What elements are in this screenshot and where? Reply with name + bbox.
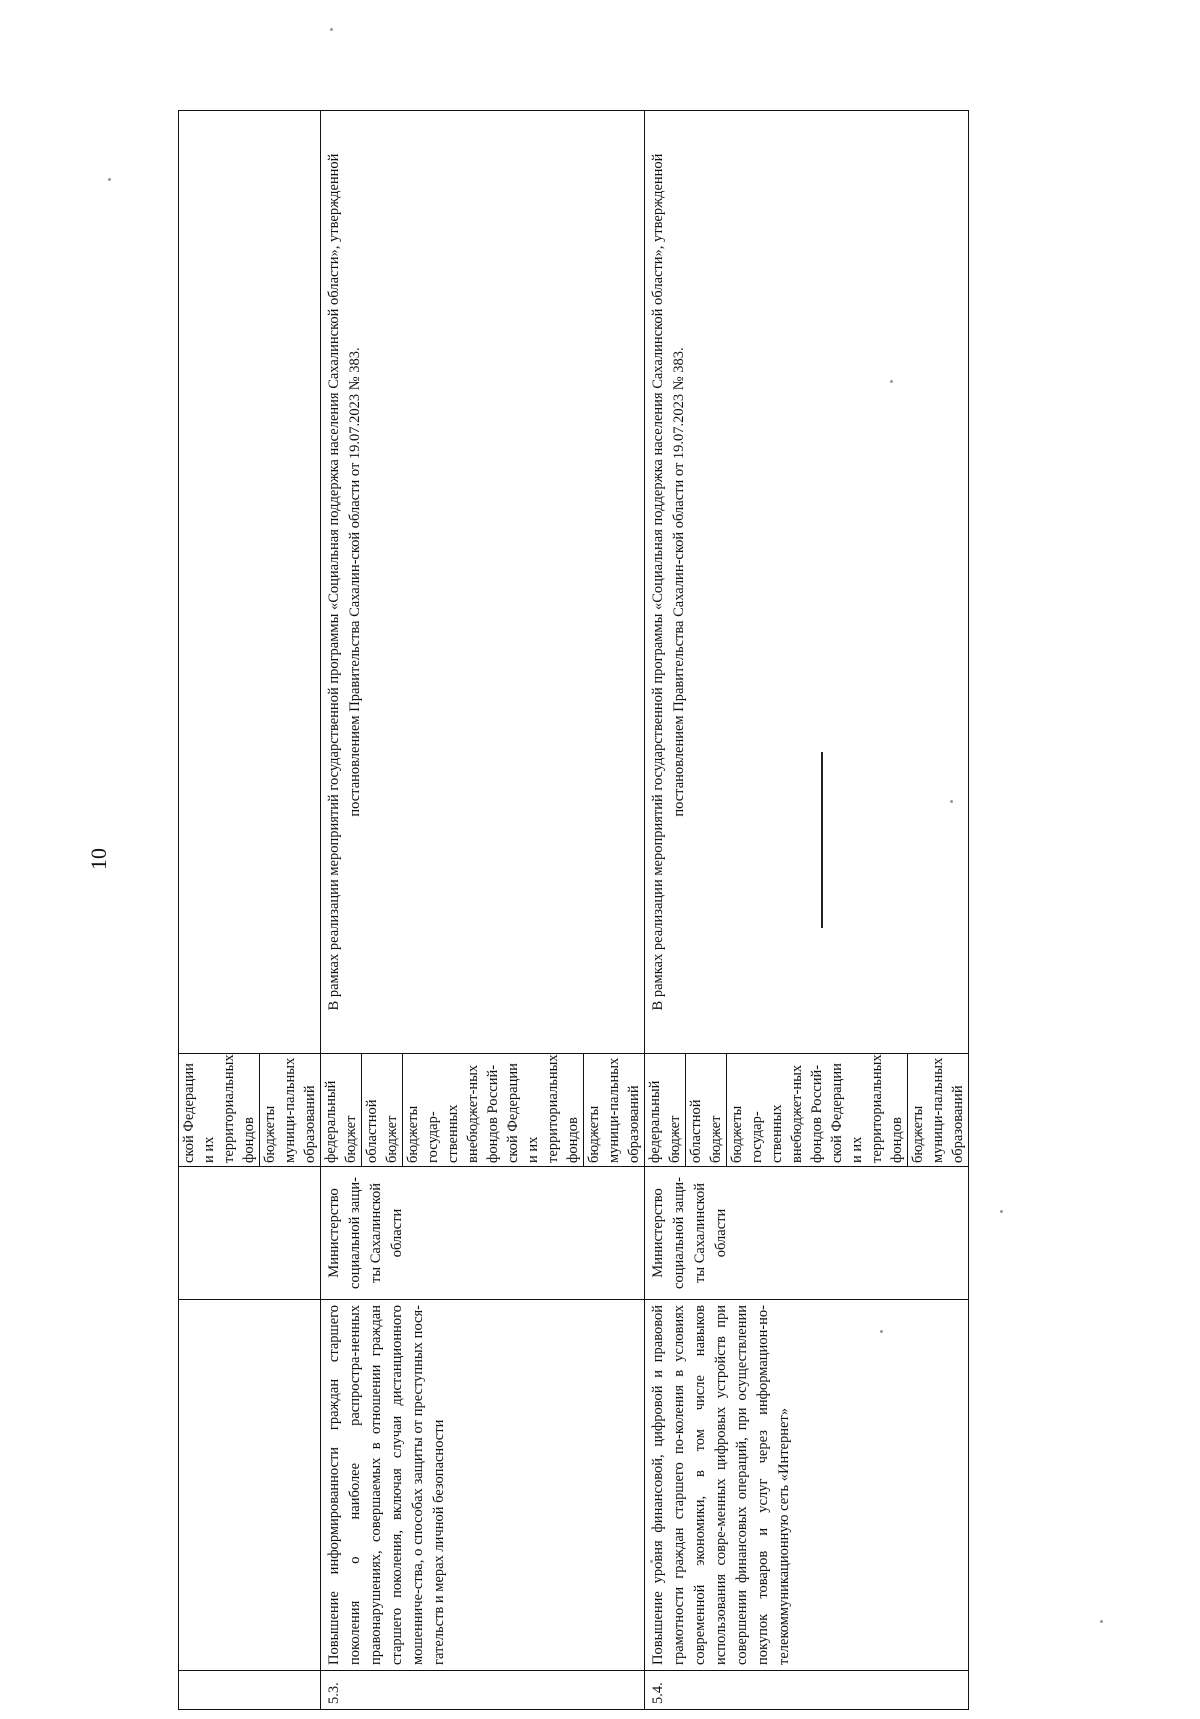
- funding-source: бюджеты муници-пальных образований: [260, 1054, 321, 1166]
- funding-source: областной бюджет: [362, 1054, 403, 1166]
- row-ministry: Министерство социальной защи-ты Сахалинской области: [645, 1167, 969, 1300]
- row-number: 5.3.: [321, 1671, 645, 1710]
- document-table-rotated: [178, 110, 966, 1710]
- funding-sources-cell: [645, 1054, 969, 1167]
- funding-source: ской Федерации и их территориальных фондов: [181, 1054, 257, 1163]
- funding-sources: [321, 1054, 644, 1166]
- row-ministry: Министерство социальной защи-ты Сахалинской области: [321, 1167, 645, 1300]
- funding-sources-cell: [179, 1054, 321, 1167]
- funding-source: областной бюджет: [686, 1054, 727, 1166]
- funding-source: бюджеты муници-пальных образований: [584, 1054, 645, 1166]
- scan-speck: [1000, 1210, 1003, 1213]
- funding-source: федеральный бюджет: [323, 1080, 359, 1163]
- measures-table: [178, 110, 969, 1710]
- row-note: В рамках реализации мероприятий государственной программы «Социальная поддержка населения Сахалинской области», утвержденной постановлением Правительства Сахалин-ской области от 19.07.2023 № 383.: [645, 111, 969, 1054]
- row-note: В рамках реализации мероприятий государственной программы «Социальная поддержка населения Сахалинской области», утвержденной постановлением Правительства Сахалин-ской области от 19.07.2023 № 383.: [321, 111, 645, 1054]
- scan-speck: [330, 28, 333, 31]
- table-row: [645, 111, 969, 1710]
- row-description: Повышение информированности граждан старшего поколения о наиболее распростра-ненных правонарушениях, совершаемых в отношении граждан старшего поколения, включая случаи дистанционного мошенниче-ства, о способах защиты от преступных пося-гательств и мерах личной безопасности: [321, 1300, 645, 1671]
- funding-source: бюджеты государ-ственных внебюджет-ных фондов Россий-ской Федерации и их территориальных фондов: [403, 1054, 584, 1166]
- funding-source: бюджеты муници-пальных образований: [908, 1054, 969, 1166]
- row-description: Повышение уровня финансовой, цифровой и правовой грамотности граждан старшего по-коления в условиях современной экономики, в том числе навыков использования совре-менных цифровых устройств при совершении финансовых операций, при осуществлении покупок товаров и услуг через информацион-но-телекоммуникационную сеть «Интернет»: [645, 1300, 969, 1671]
- ministry-cell: [179, 1167, 321, 1300]
- page-number: 10: [86, 848, 111, 870]
- funding-source: федеральный бюджет: [647, 1080, 683, 1163]
- scan-speck: [108, 178, 111, 181]
- funding-source: бюджеты государ-ственных внебюджет-ных фондов Россий-ской Федерации и их территориальных фондов: [727, 1054, 908, 1166]
- table-row-continuation: [179, 111, 321, 1710]
- description-cell: [179, 1300, 321, 1671]
- funding-sources: [179, 1054, 320, 1166]
- note-cell: [179, 111, 321, 1054]
- funding-sources: [645, 1054, 968, 1166]
- number-cell: [179, 1671, 321, 1710]
- row-number: 5.4.: [645, 1671, 969, 1710]
- scan-speck: [1100, 1620, 1103, 1623]
- funding-sources-cell: [321, 1054, 645, 1167]
- table-row: [321, 111, 645, 1710]
